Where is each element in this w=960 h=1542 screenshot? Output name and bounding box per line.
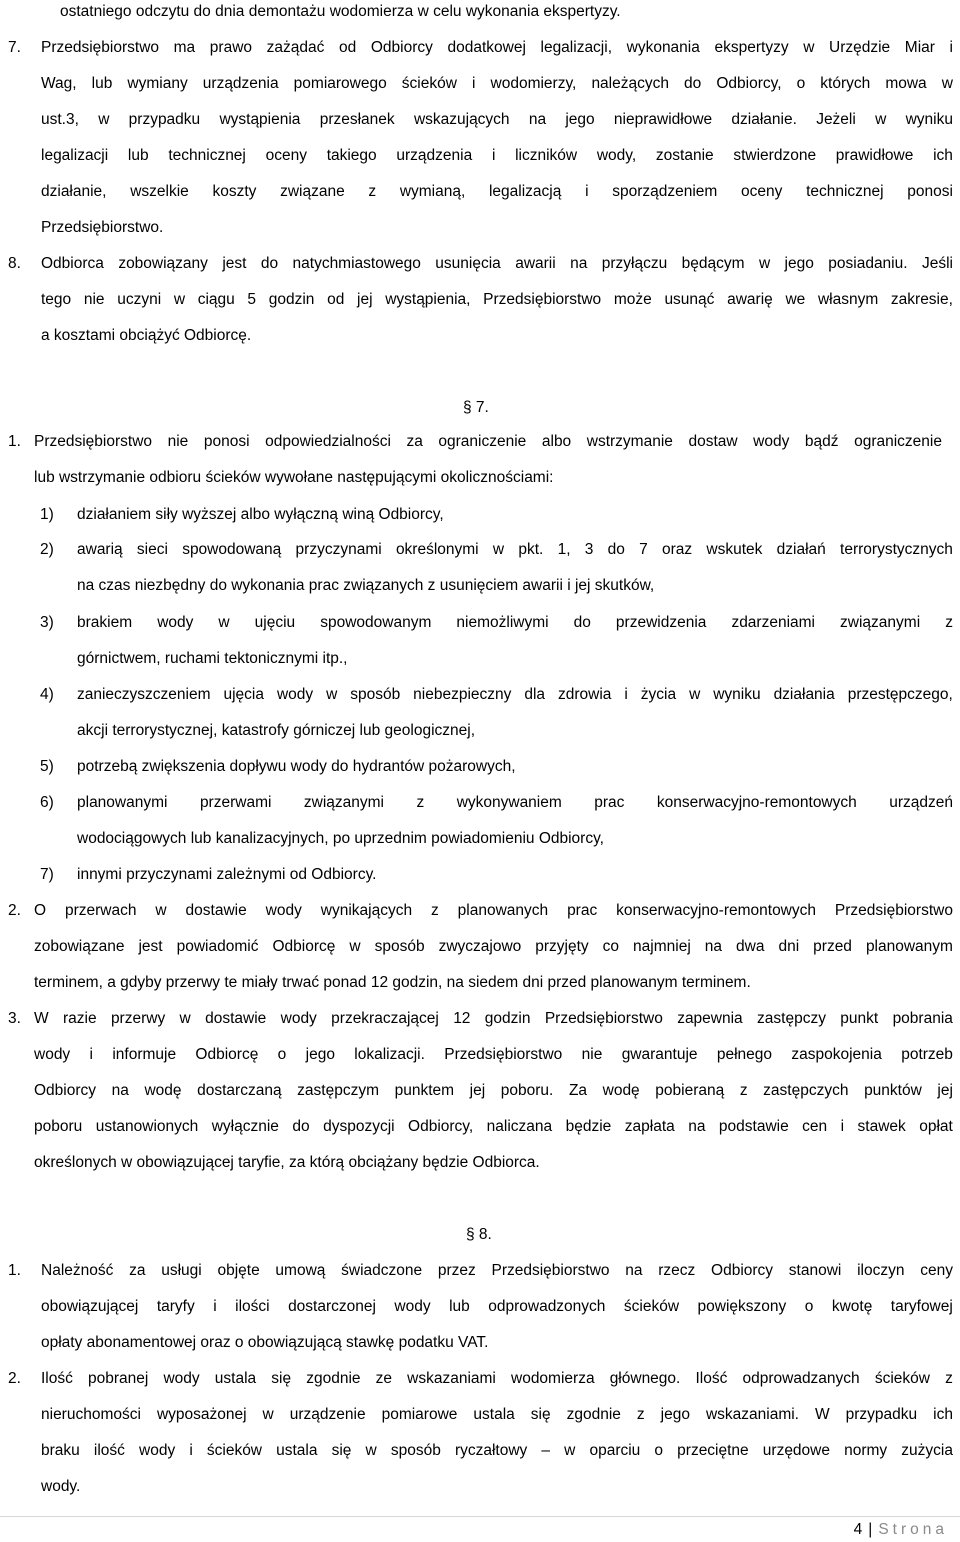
paragraph-line: innymi przyczynami zależnymi od Odbiorcy. bbox=[77, 866, 377, 883]
item-number: 1. bbox=[8, 1262, 21, 1279]
item-number: 2) bbox=[40, 541, 54, 558]
paragraph-line: na czas niezbędny do wykonania prac związanych z usunięciem awarii i jej skutków, bbox=[77, 577, 655, 594]
item-number: 2. bbox=[8, 1370, 21, 1387]
section-heading: § 7. bbox=[463, 399, 489, 416]
page-footer bbox=[854, 1520, 948, 1540]
footer-label: Strona bbox=[878, 1521, 948, 1538]
item-number: 3) bbox=[40, 614, 54, 631]
paragraph-line: ostatniego odczytu do dnia demontażu wodomierza w celu wykonania ekspertyzy. bbox=[60, 3, 621, 20]
paragraph-line: Odbiorcy na wodę dostarczaną zastępczym punktem jej poboru. Za wodę pobieraną z zastępczych punktów jej bbox=[34, 1082, 953, 1099]
item-number: 5) bbox=[40, 758, 54, 775]
section-heading: § 8. bbox=[466, 1226, 492, 1243]
footer-divider bbox=[0, 1516, 960, 1517]
paragraph-line: wodociągowych lub kanalizacyjnych, po uprzednim powiadomieniu Odbiorcy, bbox=[77, 830, 604, 847]
paragraph-line: W razie przerwy w dostawie wody przekraczającej 12 godzin Przedsiębiorstwo zapewnia zastępczy punkt pobrania bbox=[34, 1010, 953, 1027]
paragraph-line: nieruchomości wyposażonej w urządzenie pomiarowe ustala się zgodnie z jego wskazaniami. W przypadku ich bbox=[41, 1406, 953, 1423]
paragraph-line: Przedsiębiorstwo. bbox=[41, 219, 164, 236]
paragraph-line: obowiązującej taryfy i ilości dostarczonej wody lub odprowadzonych ścieków powiększony o kwotę taryfowej bbox=[41, 1298, 953, 1315]
paragraph-line: braku ilość wody i ścieków ustala się w sposób ryczałtowy – w oparciu o przeciętne urzędowe normy zużycia bbox=[41, 1442, 953, 1459]
paragraph-line: Przedsiębiorstwo ma prawo zażądać od Odbiorcy dodatkowej legalizacji, wykonania ekspertyzy w Urzędzie Miar i bbox=[41, 39, 953, 56]
paragraph-line: działanie, wszelkie koszty związane z wymianą, legalizacją i sporządzeniem oceny technicznej ponosi bbox=[41, 183, 953, 200]
page-number: 4 bbox=[853, 1521, 863, 1538]
paragraph-line: Ilość pobranej wody ustala się zgodnie ze wskazaniami wodomierza głównego. Ilość odprowadzanych ścieków z bbox=[41, 1370, 953, 1387]
paragraph-line: poboru ustanowionych wyłącznie do dyspozycji Odbiorcy, naliczana będzie zapłata na podstawie cen i stawek opłat bbox=[34, 1118, 953, 1135]
paragraph-line: określonych w obowiązującej taryfie, za którą obciążany będzie Odbiorca. bbox=[34, 1154, 540, 1171]
paragraph-line: opłaty abonamentowej oraz o obowiązującą stawkę podatku VAT. bbox=[41, 1334, 489, 1351]
item-number: 1. bbox=[8, 433, 21, 450]
paragraph-line: wody i informuje Odbiorcę o jego lokalizacji. Przedsiębiorstwo nie gwarantuje pełnego zaspokojenia potrzeb bbox=[34, 1046, 953, 1063]
paragraph-line: O przerwach w dostawie wody wynikających z planowanych prac konserwacyjno-remontowych Przedsiębiorstwo bbox=[34, 902, 953, 919]
item-number: 1) bbox=[40, 506, 54, 523]
paragraph-line: lub wstrzymanie odbioru ścieków wywołane następującymi okolicznościami: bbox=[34, 469, 554, 486]
paragraph-line: działaniem siły wyższej albo wyłączną winą Odbiorcy, bbox=[77, 506, 444, 523]
paragraph-line: brakiem wody w ujęciu spowodowanym niemożliwymi do przewidzenia zdarzeniami związanymi z bbox=[77, 614, 953, 631]
paragraph-line: Przedsiębiorstwo nie ponosi odpowiedzialności za ograniczenie albo wstrzymanie dostaw wody bądź ograniczenie bbox=[34, 433, 942, 450]
paragraph-line: planowanymi przerwami związanymi z wykonywaniem prac konserwacyjno-remontowych urządzeń bbox=[77, 794, 953, 811]
item-number: 7. bbox=[8, 39, 21, 56]
item-number: 2. bbox=[8, 902, 21, 919]
item-number: 7) bbox=[40, 866, 54, 883]
item-number: 4) bbox=[40, 686, 54, 703]
paragraph-line: Wag, lub wymiany urządzenia pomiarowego ścieków i wodomierzy, należących do Odbiorcy, o których mowa w bbox=[41, 75, 953, 92]
paragraph-line: a kosztami obciążyć Odbiorcę. bbox=[41, 327, 252, 344]
paragraph-line: potrzebą zwiększenia dopływu wody do hydrantów pożarowych, bbox=[77, 758, 516, 775]
paragraph-line: Należność za usługi objęte umową świadczone przez Przedsiębiorstwo na rzecz Odbiorcy stanowi iloczyn ceny bbox=[41, 1262, 953, 1279]
paragraph-line: Odbiorca zobowiązany jest do natychmiastowego usunięcia awarii na przyłączu będącym w jego posiadaniu. Jeśli bbox=[41, 255, 953, 272]
paragraph-line: ust.3, w przypadku wystąpienia przesłanek wskazujących na jego nieprawidłowe działanie. Jeżeli w wyniku bbox=[41, 111, 953, 128]
footer-separator: | bbox=[868, 1521, 873, 1538]
paragraph-line: wody. bbox=[41, 1478, 81, 1495]
item-number: 3. bbox=[8, 1010, 21, 1027]
item-number: 8. bbox=[8, 255, 21, 272]
paragraph-line: zobowiązane jest powiadomić Odbiorcę w sposób zwyczajowo przyjęty co najmniej na dwa dni przed planowanym bbox=[34, 938, 953, 955]
paragraph-line: zanieczyszczeniem ujęcia wody w sposób niebezpieczny dla zdrowia i życia w wyniku działania przestępczego, bbox=[77, 686, 953, 703]
paragraph-line: legalizacji lub technicznej oceny takiego urządzenia i liczników wody, zostanie stwierdzone prawidłowe ich bbox=[41, 147, 953, 164]
paragraph-line: terminem, a gdyby przerwy te miały trwać ponad 12 godzin, na siedem dni przed planowanym terminem. bbox=[34, 974, 751, 991]
paragraph-line: górnictwem, ruchami tektonicznymi itp., bbox=[77, 650, 348, 667]
paragraph-line: tego nie uczyni w ciągu 5 godzin od jej wystąpienia, Przedsiębiorstwo może usunąć awarię we własnym zakresie, bbox=[41, 291, 953, 308]
paragraph-line: awarią sieci spowodowaną przyczynami określonymi w pkt. 1, 3 do 7 oraz wskutek działań terrorystycznych bbox=[77, 541, 953, 558]
item-number: 6) bbox=[40, 794, 54, 811]
paragraph-line: akcji terrorystycznej, katastrofy górniczej lub geologicznej, bbox=[77, 722, 476, 739]
